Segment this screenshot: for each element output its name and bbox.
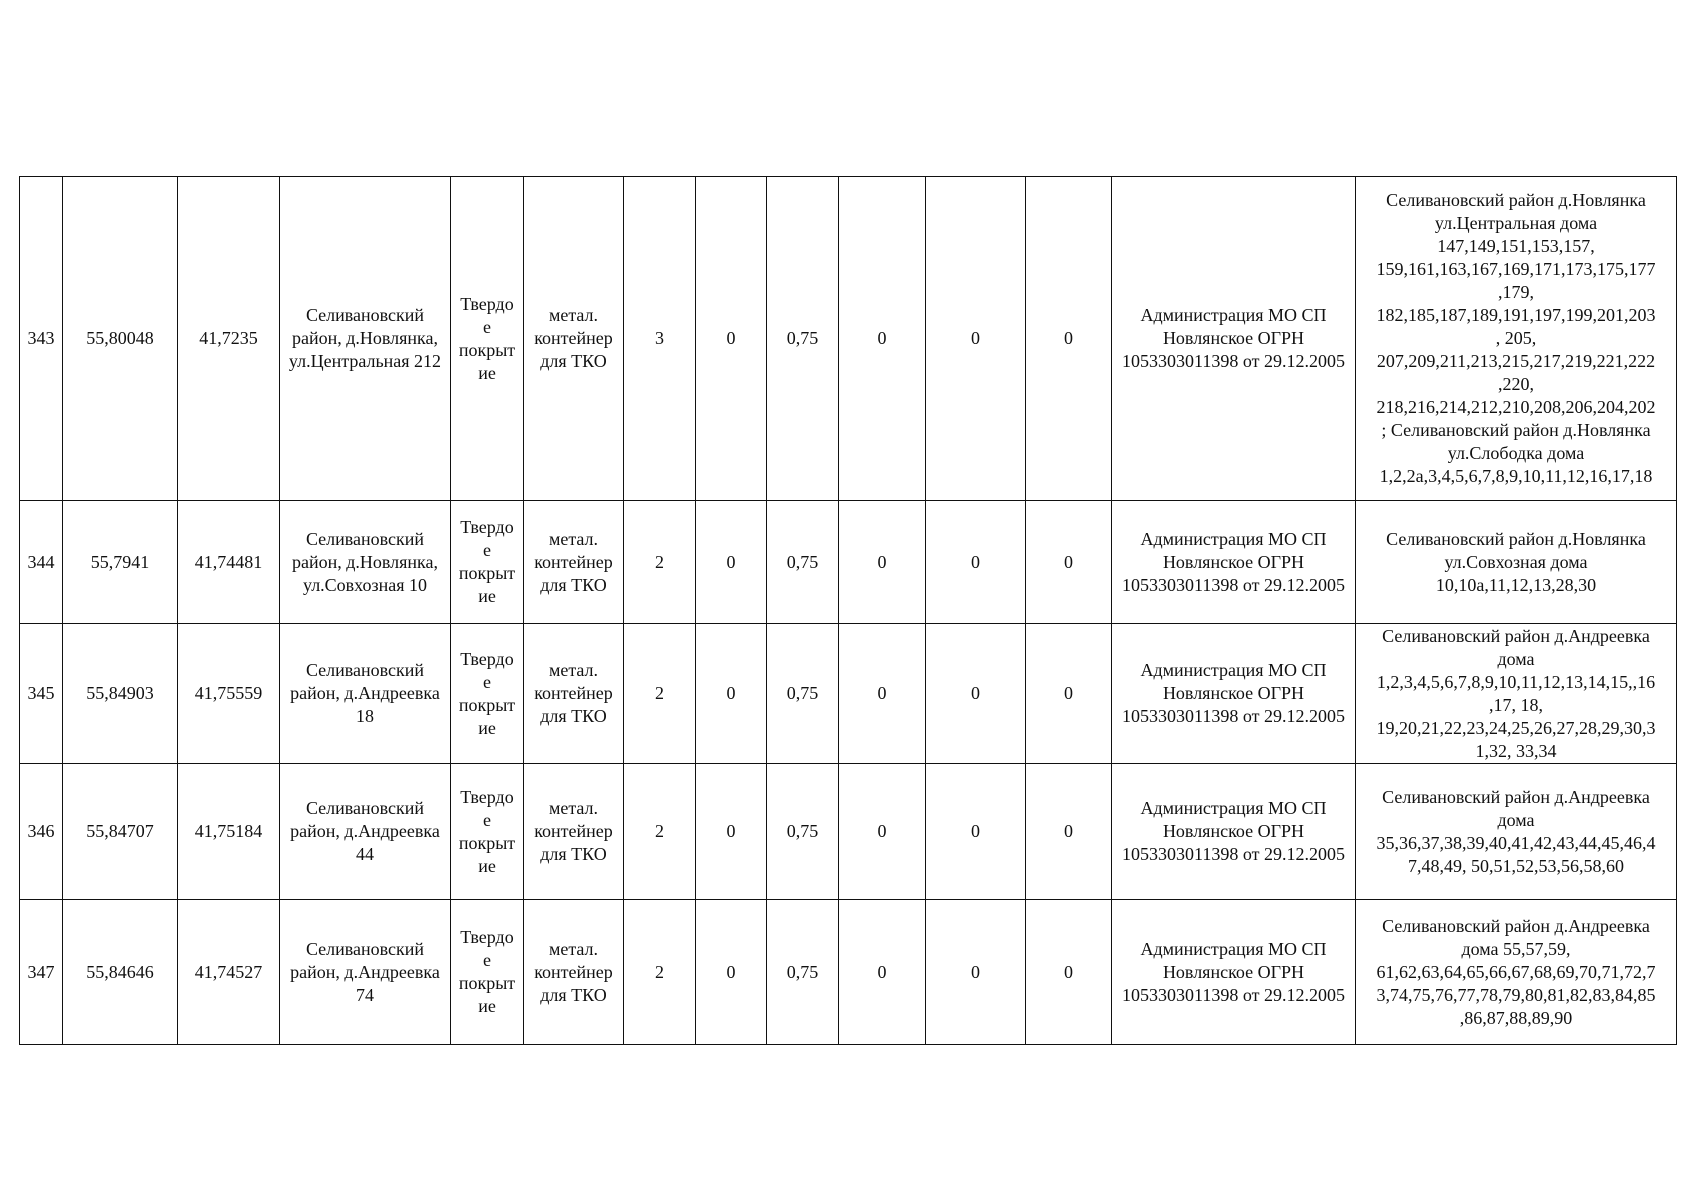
served-buildings-cell (1356, 501, 1677, 624)
longitude-cell: 41,74527 (178, 900, 280, 1045)
address-cell: Селивановский район, д.Андреевка 74 (280, 900, 451, 1045)
latitude-cell: 55,84903 (63, 624, 178, 764)
volume-cell: 0,75 (767, 177, 839, 501)
served-buildings-cell (1356, 624, 1677, 764)
latitude-cell: 55,84646 (63, 900, 178, 1045)
surface-cell (451, 501, 524, 624)
value-cell: 0 (839, 900, 926, 1045)
container-count-cell: 3 (624, 177, 696, 501)
longitude-cell: 41,75559 (178, 624, 280, 764)
surface-cell (451, 177, 524, 501)
registry-table-page (19, 176, 1676, 1045)
volume-cell: 0,75 (767, 764, 839, 900)
surface-cell (451, 900, 524, 1045)
value-cell: 0 (1026, 501, 1112, 624)
table-row (20, 177, 1677, 501)
container-type-cell: метал. контейнер для ТКО (524, 764, 624, 900)
container-type-cell: метал. контейнер для ТКО (524, 177, 624, 501)
table-row (20, 501, 1677, 624)
value-cell: 0 (926, 501, 1026, 624)
served-buildings-text: Селивановский район д.Новлянка ул.Центральная дома 147,149,151,153,157, 159,161,163,167,169,171,173,175,177 ,179, 182,185,187,189,191,197,199,201,203 , 205, 207,209,211,213,215,217,219,221,222 ,220, 218,216,214,212,210,208,206,204,202 ; Селивановский район д.Новлянка ул.Слободка дома 1,2,2а,3,4,5,6,7,8,9,10,11,12,16,17,18 (1376, 190, 1656, 486)
volume-cell: 0,75 (767, 501, 839, 624)
row-number-cell: 347 (20, 900, 63, 1045)
container-count-cell: 2 (624, 900, 696, 1045)
container-count-cell: 2 (624, 501, 696, 624)
container-type-cell: метал. контейнер для ТКО (524, 624, 624, 764)
longitude-cell: 41,74481 (178, 501, 280, 624)
value-cell: 0 (696, 624, 767, 764)
value-cell: 0 (839, 501, 926, 624)
latitude-cell: 55,80048 (63, 177, 178, 501)
container-type-cell: метал. контейнер для ТКО (524, 900, 624, 1045)
value-cell: 0 (926, 900, 1026, 1045)
value-cell: 0 (926, 624, 1026, 764)
surface-text: Твердо е покрыт ие (458, 927, 516, 1016)
value-cell: 0 (696, 501, 767, 624)
value-cell: 0 (926, 764, 1026, 900)
served-buildings-text: Селивановский район д.Андреевка дома 1,2,3,4,5,6,7,8,9,10,11,12,13,14,15,,16 ,17, 18, 19,20,21,22,23,24,25,26,27,28,29,30,3 1,32, 33,34 (1376, 625, 1656, 761)
owner-cell: Администрация МО СП Новлянское ОГРН 1053303011398 от 29.12.2005 (1112, 177, 1356, 501)
row-number-cell: 344 (20, 501, 63, 624)
value-cell: 0 (1026, 624, 1112, 764)
served-buildings-text: Селивановский район д.Андреевка дома 35,36,37,38,39,40,41,42,43,44,45,46,4 7,48,49, 50,51,52,53,56,58,60 (1376, 786, 1656, 876)
value-cell: 0 (1026, 900, 1112, 1045)
container-type-cell: метал. контейнер для ТКО (524, 501, 624, 624)
value-cell: 0 (696, 177, 767, 501)
longitude-cell: 41,7235 (178, 177, 280, 501)
value-cell: 0 (839, 624, 926, 764)
address-cell: Селивановский район, д.Андреевка 44 (280, 764, 451, 900)
owner-cell: Администрация МО СП Новлянское ОГРН 1053303011398 от 29.12.2005 (1112, 624, 1356, 764)
served-buildings-cell (1356, 764, 1677, 900)
owner-cell: Администрация МО СП Новлянское ОГРН 1053303011398 от 29.12.2005 (1112, 900, 1356, 1045)
served-buildings-cell (1356, 900, 1677, 1045)
latitude-cell: 55,84707 (63, 764, 178, 900)
value-cell: 0 (696, 764, 767, 900)
table-row (20, 624, 1677, 764)
waste-sites-table (19, 176, 1677, 1045)
address-cell: Селивановский район, д.Новлянка, ул.Совхозная 10 (280, 501, 451, 624)
owner-cell: Администрация МО СП Новлянское ОГРН 1053303011398 от 29.12.2005 (1112, 501, 1356, 624)
surface-cell (451, 764, 524, 900)
row-number-cell: 345 (20, 624, 63, 764)
value-cell: 0 (696, 900, 767, 1045)
surface-text: Твердо е покрыт ие (458, 648, 516, 738)
served-buildings-cell (1356, 177, 1677, 501)
served-buildings-text: Селивановский район д.Новлянка ул.Совхозная дома 10,10а,11,12,13,28,30 (1386, 528, 1646, 595)
row-number-cell: 343 (20, 177, 63, 501)
row-number-cell: 346 (20, 764, 63, 900)
volume-cell: 0,75 (767, 624, 839, 764)
surface-text: Твердо е покрыт ие (458, 293, 516, 383)
container-count-cell: 2 (624, 624, 696, 764)
address-cell: Селивановский район, д.Новлянка, ул.Центральная 212 (280, 177, 451, 501)
latitude-cell: 55,7941 (63, 501, 178, 624)
value-cell: 0 (839, 177, 926, 501)
longitude-cell: 41,75184 (178, 764, 280, 900)
value-cell: 0 (839, 764, 926, 900)
table-row (20, 764, 1677, 900)
value-cell: 0 (1026, 764, 1112, 900)
served-buildings-text: Селивановский район д.Андреевка дома 55,57,59, 61,62,63,64,65,66,67,68,69,70,71,72,7 3,74,75,76,77,78,79,80,81,82,83,84,85 ,86,87,88,89,90 (1376, 915, 1656, 1028)
address-cell: Селивановский район, д.Андреевка 18 (280, 624, 451, 764)
value-cell: 0 (926, 177, 1026, 501)
table-row (20, 900, 1677, 1045)
volume-cell: 0,75 (767, 900, 839, 1045)
value-cell: 0 (1026, 177, 1112, 501)
container-count-cell: 2 (624, 764, 696, 900)
surface-text: Твердо е покрыт ие (458, 786, 516, 876)
owner-cell: Администрация МО СП Новлянское ОГРН 1053303011398 от 29.12.2005 (1112, 764, 1356, 900)
surface-text: Твердо е покрыт ие (458, 517, 516, 606)
surface-cell (451, 624, 524, 764)
